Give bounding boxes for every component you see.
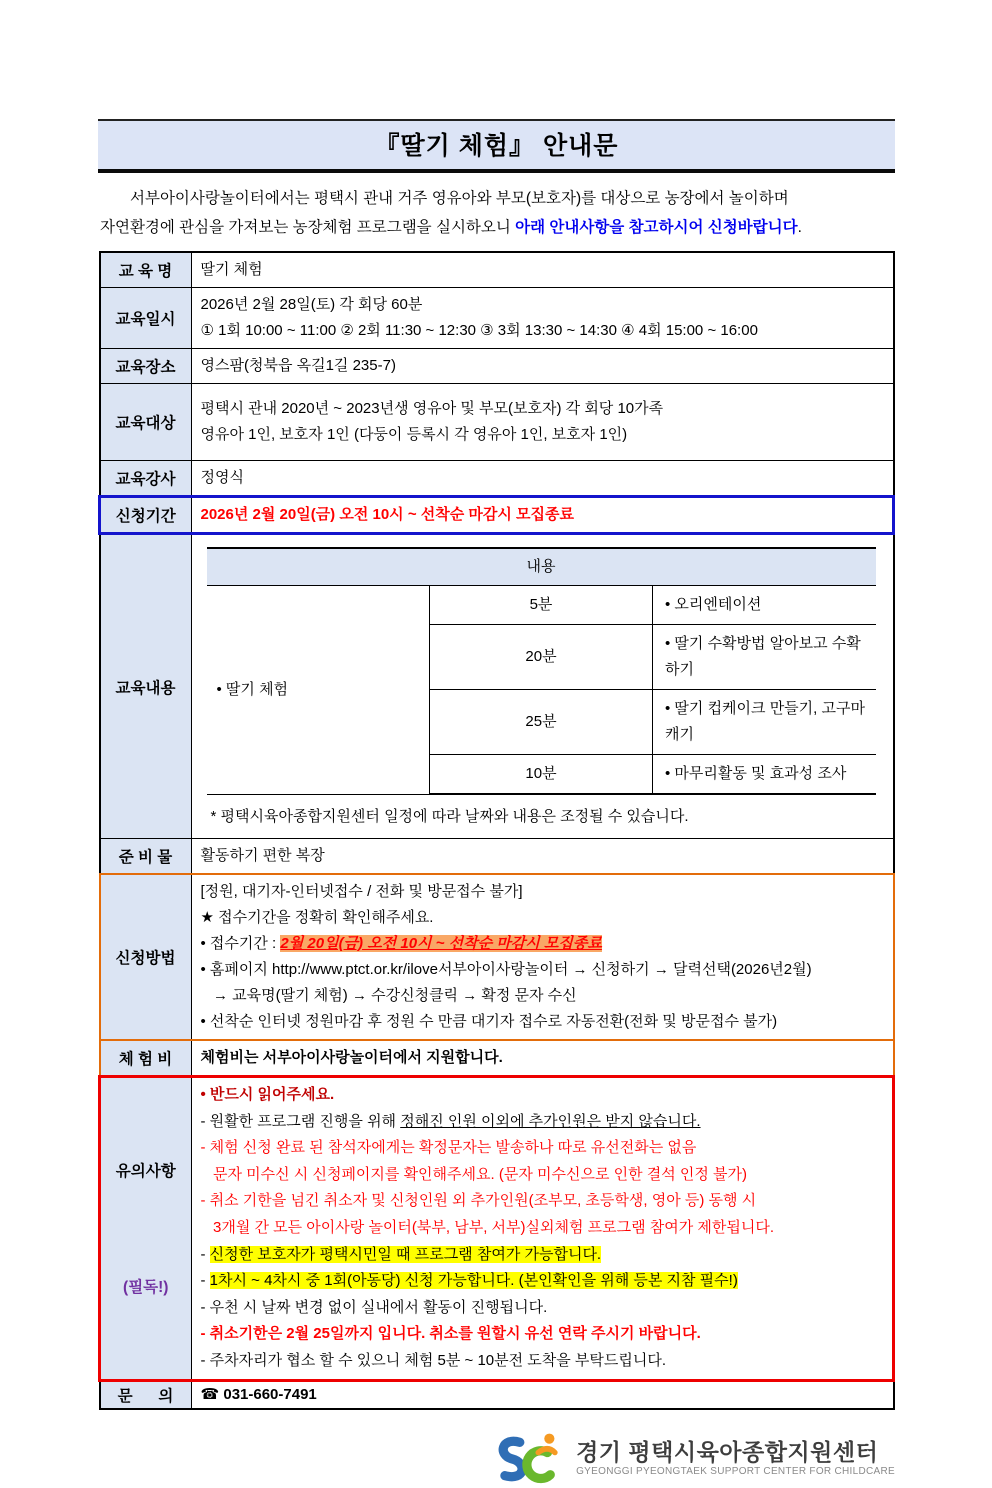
text-line: • 접수기간 : 2월 20일(금) 오전 10시 ~ 선착순 마감시 모집종료 [200,935,602,952]
row-edu-datetime [100,288,894,349]
center-logo-icon [492,1430,566,1488]
row-label: 문 의 [100,1380,192,1409]
row-notes [100,1077,894,1381]
row-label: 신청방법 [100,874,192,1040]
schedule-desc: • 딸기 컵케이크 만들기, 고구마 캐기 [653,690,876,755]
text-line: 2026년 2월 28일(토) 각 회당 60분 [200,296,423,313]
notes-label-text: 유의사항 [115,1163,176,1181]
schedule-row [207,586,876,625]
row-value: 딸기 체험 [191,252,894,288]
info-table [98,251,895,1410]
schedule-note: * 평택시육아종합지원센터 일정에 따라 날짜와 내용은 조정될 수 있습니다. [210,808,689,825]
schedule-activity: • 딸기 체험 [207,586,430,795]
row-supplies [100,839,894,875]
row-apply-method [100,874,894,1040]
row-label: 교육내용 [100,534,192,839]
text-line: - 체험 신청 완료 된 참석자에게는 확정문자는 발송하나 따로 유선전화는 없음 [200,1139,697,1157]
document-title: 『딸기 체험』 안내문 [98,119,895,173]
intro-paragraph [100,184,893,242]
text-line: - 신청한 보호자가 평택시민일 때 프로그램 참여가 가능합니다. [200,1245,602,1263]
notes-value [191,1077,894,1381]
footer [98,1430,895,1488]
row-value: 활동하기 편한 복장 [191,839,894,875]
row-value: 영스팜(청북읍 옥길1길 235-7) [191,349,894,384]
text-line: - 취소기한은 2월 25일까지 입니다. 취소를 원할시 유선 연락 주시기 바랍니다. [200,1325,701,1343]
schedule-time: 25분 [430,690,653,755]
text-line: 문자 미수신 시 신청페이지를 확인해주세요. (문자 미수신으로 인한 결석 인정 불가) [200,1165,748,1183]
apply-method-value [191,874,894,1040]
schedule-header: 내용 [207,548,876,586]
row-value [191,288,894,349]
row-edu-target [100,384,894,461]
row-contact [100,1380,894,1409]
row-value: 정영식 [191,461,894,497]
row-label: 신청기간 [100,497,192,534]
schedule-time: 5분 [430,586,653,625]
text-line: - 주차자리가 협소 할 수 있으니 체험 5분 ~ 10분전 도착을 부탁드립니다. [200,1351,667,1369]
row-edu-teacher [100,461,894,497]
row-label: 교육장소 [100,349,192,384]
center-logo-text [576,1440,895,1478]
row-edu-content [100,534,894,839]
schedule-time: 20분 [430,625,653,690]
row-fee [100,1040,894,1077]
row-edu-name [100,252,894,288]
intro-line-2: 자연환경에 관심을 가져보는 농장체험 프로그램을 실시하오니 아래 안내사항을 참고하시어 신청바랍니다. [100,219,802,236]
text-line: 평택시 관내 2020년 ~ 2023년생 영유아 및 부모(보호자) 각 회당 10가족 [200,400,664,417]
notes-must-read-label: (필독!) [123,1279,169,1297]
schedule-desc: • 마무리활동 및 효과성 조사 [653,755,876,795]
row-apply-period [100,497,894,534]
row-label: 교육일시 [100,288,192,349]
text-line: [정원, 대기자-인터넷접수 / 전화 및 방문접수 불가] [200,883,523,900]
text-line: - 우천 시 날짜 변경 없이 실내에서 활동이 진행됩니다. [200,1298,548,1316]
spacer [102,1217,190,1239]
text-line: ① 1회 10:00 ~ 11:00 ② 2회 11:30 ~ 12:30 ③ 3회 13:30 ~ 14:30 ④ 4회 15:00 ~ 16:00 [200,322,758,339]
row-label: 교육강사 [100,461,192,497]
text-line: 영유아 1인, 보호자 1인 (다둥이 등록시 각 영유아 1인, 보호자 1인) [200,426,628,443]
row-label [100,1077,192,1381]
text-line: 3개월 간 모든 아이사랑 놀이터(북부, 남부, 서부)실외체험 프로그램 참여가 제한됩니다. [200,1218,775,1236]
text-line: • 선착순 인터넷 정원마감 후 정원 수 만큼 대기자 접수로 자동전환(전화 및 방문접수 불가) [200,1013,778,1030]
intro-highlight-blue: 아래 안내사항을 참고하시어 신청바랍니다 [515,219,798,236]
schedule-desc: • 딸기 수확방법 알아보고 수확하기 [653,625,876,690]
text-line: - 취소 기한을 넘긴 취소자 및 신청인원 외 추가인원(조부모, 초등학생, 영아 등) 동행 시 [200,1192,757,1210]
row-value [191,384,894,461]
text-line: • 홈페이지 http://www.ptct.or.kr/ilove서부아이사랑놀이터 → 신청하기 → 달력선택(2026년2월) [200,961,812,978]
text-line: → 교육명(딸기 체험) → 수강신청클릭 → 확정 문자 수신 [200,987,577,1004]
schedule-desc: • 오리엔테이션 [653,586,876,625]
contact-value: ☎ 031-660-7491 [191,1380,894,1409]
intro-line-1: 서부아이사랑놀이터에서는 평택시 관내 거주 영유아와 부모(보호자)를 대상으로 농장에서 놀이하며 [130,190,789,207]
apply-period-value: 2026년 2월 20일(금) 오전 10시 ~ 선착순 마감시 모집종료 [191,497,894,534]
schedule-table [207,547,876,795]
center-name-english: GYEONGGI PYEONGTAEK SUPPORT CENTER FOR CHILDCARE [576,1466,895,1478]
text-line: - 1차시 ~ 4차시 중 1회(아동당) 신청 가능합니다. (본인확인을 위해 등본 지참 필수!) [200,1272,738,1290]
row-label: 체 험 비 [100,1040,192,1077]
text-line: ★ 접수기간을 정확히 확인해주세요. [200,909,434,926]
fee-value: 체험비는 서부아이사랑놀이터에서 지원합니다. [191,1040,894,1077]
center-name-korean: 경기 평택시육아종합지원센터 [576,1438,879,1465]
row-label: 준 비 물 [100,839,192,875]
text-line: - 원활한 프로그램 진행을 위해 정해진 인원 이외에 추가인원은 받지 않습니다. [200,1112,701,1130]
row-label: 교 육 명 [100,252,192,288]
text-line: • 반드시 읽어주세요. [200,1086,335,1103]
row-label: 교육대상 [100,384,192,461]
notice-document [98,119,895,1488]
edu-content-cell [191,534,894,839]
schedule-time: 10분 [430,755,653,795]
schedule-header-row [207,548,876,586]
row-edu-place [100,349,894,384]
